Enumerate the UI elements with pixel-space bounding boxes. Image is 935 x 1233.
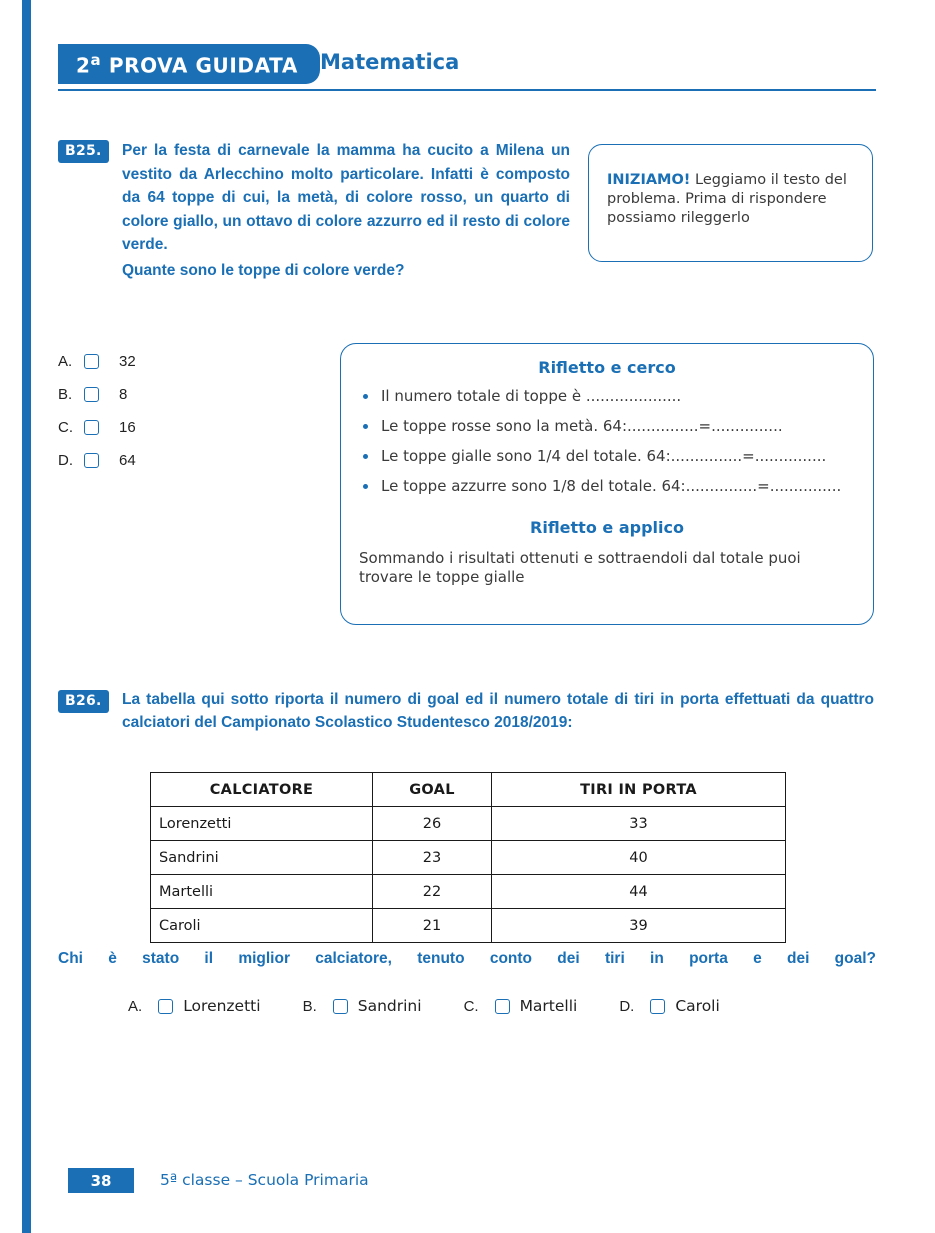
table-cell-shots: 39 — [491, 909, 785, 943]
table-row — [151, 909, 786, 943]
footer-text: 5ª classe – Scuola Primaria — [160, 1171, 369, 1189]
table-header-cell: TIRI IN PORTA — [491, 773, 785, 807]
table-cell-player: Sandrini — [151, 841, 373, 875]
option-value: 32 — [119, 353, 136, 370]
option-row[interactable] — [619, 997, 719, 1015]
option-label: Sandrini — [357, 997, 422, 1015]
table-cell-shots: 33 — [491, 807, 785, 841]
players-table — [150, 772, 786, 943]
rifletto-box — [340, 343, 874, 625]
option-row[interactable] — [128, 997, 261, 1015]
question-b26-prompt: Chi è stato il miglior calciatore, tenuto conto dei tiri in porta e dei goal? — [58, 950, 876, 967]
option-checkbox[interactable] — [84, 420, 99, 435]
rifletto-item: Le toppe gialle sono 1/4 del totale. 64:...............=............... — [363, 447, 857, 466]
table-header-row — [151, 773, 786, 807]
option-letter: A. — [58, 353, 73, 370]
rifletto-applico-text: Sommando i risultati ottenuti e sottraendoli dal totale puoi trovare le toppe gialle — [359, 548, 801, 587]
table-cell-shots: 40 — [491, 841, 785, 875]
option-checkbox[interactable] — [84, 354, 99, 369]
option-checkbox[interactable] — [333, 999, 348, 1014]
table-cell-goal: 26 — [373, 807, 492, 841]
table-cell-player: Caroli — [151, 909, 373, 943]
option-row[interactable] — [464, 997, 578, 1015]
option-row[interactable] — [58, 345, 258, 378]
question-badge-b25: B25. — [58, 140, 109, 163]
question-b26-text: La tabella qui sotto riporta il numero di goal ed il numero totale di tiri in porta effettuati da quattro calciatori del Campionato Scolastico Studentesco 2018/2019: — [122, 691, 874, 732]
table-header-cell: GOAL — [373, 773, 492, 807]
option-row[interactable] — [58, 444, 258, 477]
callout-iniziamo — [588, 144, 873, 262]
option-row[interactable] — [58, 378, 258, 411]
rifletto-item: Le toppe rosse sono la metà. 64:...............=............... — [363, 417, 857, 436]
callout-body: Leggiamo il testo del problema. Prima di rispondere possiamo rileggerlo — [607, 172, 847, 227]
option-label: Martelli — [519, 997, 578, 1015]
header-tab — [58, 44, 320, 84]
option-row[interactable] — [58, 411, 258, 444]
rifletto-applico-title: Rifletto e applico — [530, 517, 684, 537]
callout-label: INIZIAMO! — [607, 172, 691, 188]
option-letter: D. — [619, 997, 635, 1015]
option-value: 16 — [119, 419, 136, 436]
option-label: Lorenzetti — [183, 997, 261, 1015]
question-b25-options — [58, 345, 258, 477]
table-row — [151, 875, 786, 909]
page-header — [58, 44, 876, 94]
header-tab-label: PROVA GUIDATA — [108, 53, 298, 78]
header-divider — [58, 89, 876, 91]
rifletto-item: Il numero totale di toppe è .................... — [363, 387, 857, 406]
option-letter: B. — [302, 997, 317, 1015]
option-letter: A. — [128, 997, 143, 1015]
option-checkbox[interactable] — [158, 999, 173, 1014]
left-margin-bar — [22, 0, 31, 1233]
option-value: 64 — [119, 452, 136, 469]
option-checkbox[interactable] — [650, 999, 665, 1014]
table-row — [151, 841, 786, 875]
option-letter: D. — [58, 452, 73, 469]
footer-page-number: 38 — [68, 1168, 134, 1193]
table-cell-player: Lorenzetti — [151, 807, 373, 841]
option-letter: B. — [58, 386, 73, 403]
question-badge-b26: B26. — [58, 690, 109, 713]
table-cell-goal: 23 — [373, 841, 492, 875]
header-tab-sup: a — [90, 50, 102, 69]
table-header-cell: CALCIATORE — [151, 773, 373, 807]
question-b25-prompt: Quante sono le toppe di colore verde? — [122, 261, 405, 279]
table-cell-player: Martelli — [151, 875, 373, 909]
option-letter: C. — [58, 419, 73, 436]
table-cell-goal: 22 — [373, 875, 492, 909]
option-checkbox[interactable] — [495, 999, 510, 1014]
question-b26-options — [128, 997, 874, 1015]
option-checkbox[interactable] — [84, 387, 99, 402]
option-checkbox[interactable] — [84, 453, 99, 468]
option-value: 8 — [119, 386, 128, 403]
table-cell-goal: 21 — [373, 909, 492, 943]
question-b25-body: Per la festa di carnevale la mamma ha cucito a Milena un vestito da Arlecchino molto particolare. Infatti è composto da 64 toppe di cui, la metà, di colore rosso, un quarto di colore giallo, un ottavo di colore azzurro ed il resto di colore verde. — [122, 142, 570, 254]
table-cell-shots: 44 — [491, 875, 785, 909]
option-row[interactable] — [303, 997, 422, 1015]
rifletto-item-list — [341, 387, 873, 496]
header-subject: Matematica — [320, 50, 460, 74]
option-letter: C. — [463, 997, 479, 1015]
question-b25-text — [122, 139, 570, 282]
header-tab-text — [76, 51, 298, 78]
rifletto-item: Le toppe azzurre sono 1/8 del totale. 64:...............=............... — [363, 477, 857, 496]
option-label: Caroli — [675, 997, 720, 1015]
rifletto-title: Rifletto e cerco — [538, 358, 676, 377]
table-row — [151, 807, 786, 841]
header-tab-number: 2 — [76, 53, 91, 78]
